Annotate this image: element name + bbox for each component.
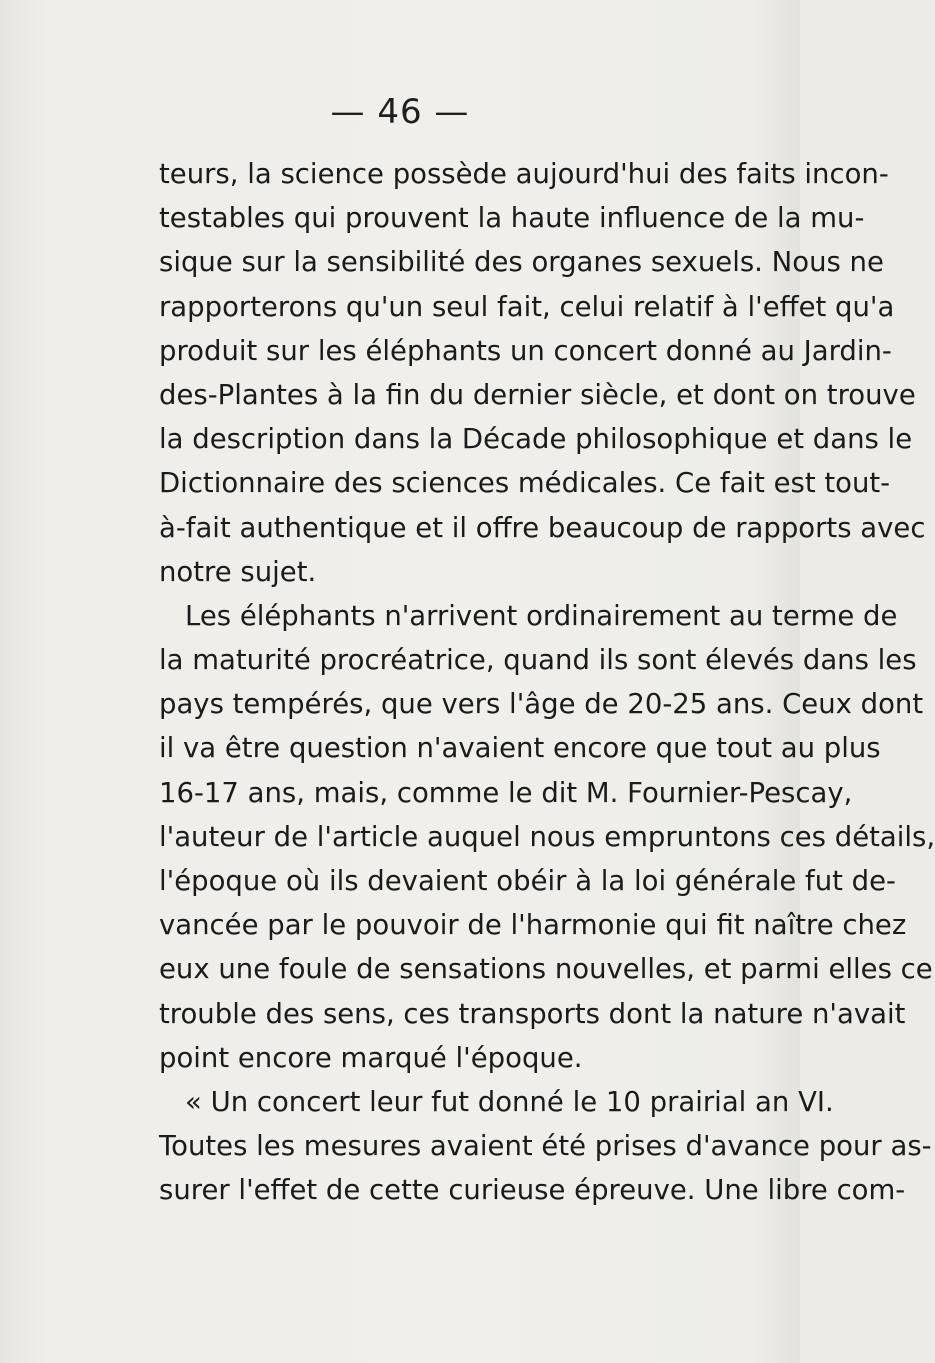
text-line: sique sur la sensibilité des organes sexuels. Nous ne (159, 246, 884, 279)
text-line: Dictionnaire des sciences médicales. Ce fait est tout- (159, 467, 891, 500)
text-line: surer l'effet de cette curieuse épreuve. Une libre com- (159, 1174, 906, 1207)
text-line: notre sujet. (159, 555, 317, 588)
text-line: 16-17 ans, mais, comme le dit M. Fournier-Pescay, (159, 776, 853, 809)
text-line: teurs, la science possède aujourd'hui des faits incon- (159, 158, 889, 190)
text-line: trouble des sens, ces transports dont la nature n'avait (159, 997, 906, 1030)
text-line: eux une foule de sensations nouvelles, et parmi elles ce (159, 953, 933, 986)
text-line: des-Plantes à la fin du dernier siècle, et dont on trouve (159, 378, 916, 411)
text-line: la maturité procréatrice, quand ils sont élevés dans les (159, 644, 917, 677)
text-line: l'époque où ils devaient obéir à la loi générale fut de- (159, 865, 896, 897)
text-line: point encore marqué l'époque. (159, 1041, 583, 1074)
body-text (159, 152, 935, 1213)
text-line: il va être question n'avaient encore que tout au plus (159, 732, 881, 765)
text-line: produit sur les éléphants un concert donné au Jardin- (159, 334, 892, 367)
text-line: l'auteur de l'article auquel nous empruntons ces détails, (159, 820, 935, 853)
text-line: pays tempérés, que vers l'âge de 20-25 ans. Ceux dont (159, 688, 924, 721)
page-number: — 46 — (330, 92, 470, 132)
text-line: vancée par le pouvoir de l'harmonie qui fit naître chez (159, 909, 907, 942)
text-line: rapporterons qu'un seul fait, celui relatif à l'effet qu'a (159, 290, 895, 323)
text-line: testables qui prouvent la haute influence de la mu- (159, 202, 865, 235)
text-line: Toutes les mesures avaient été prises d'avance pour as- (159, 1130, 932, 1163)
text-line: Les éléphants n'arrivent ordinairement au terme de (185, 599, 898, 632)
text-line: à-fait authentique et il offre beaucoup de rapports avec (159, 511, 926, 544)
text-line: la description dans la Décade philosophique et dans le (159, 423, 913, 456)
text-line: « Un concert leur fut donné le 10 prairial an VI. (185, 1085, 834, 1118)
